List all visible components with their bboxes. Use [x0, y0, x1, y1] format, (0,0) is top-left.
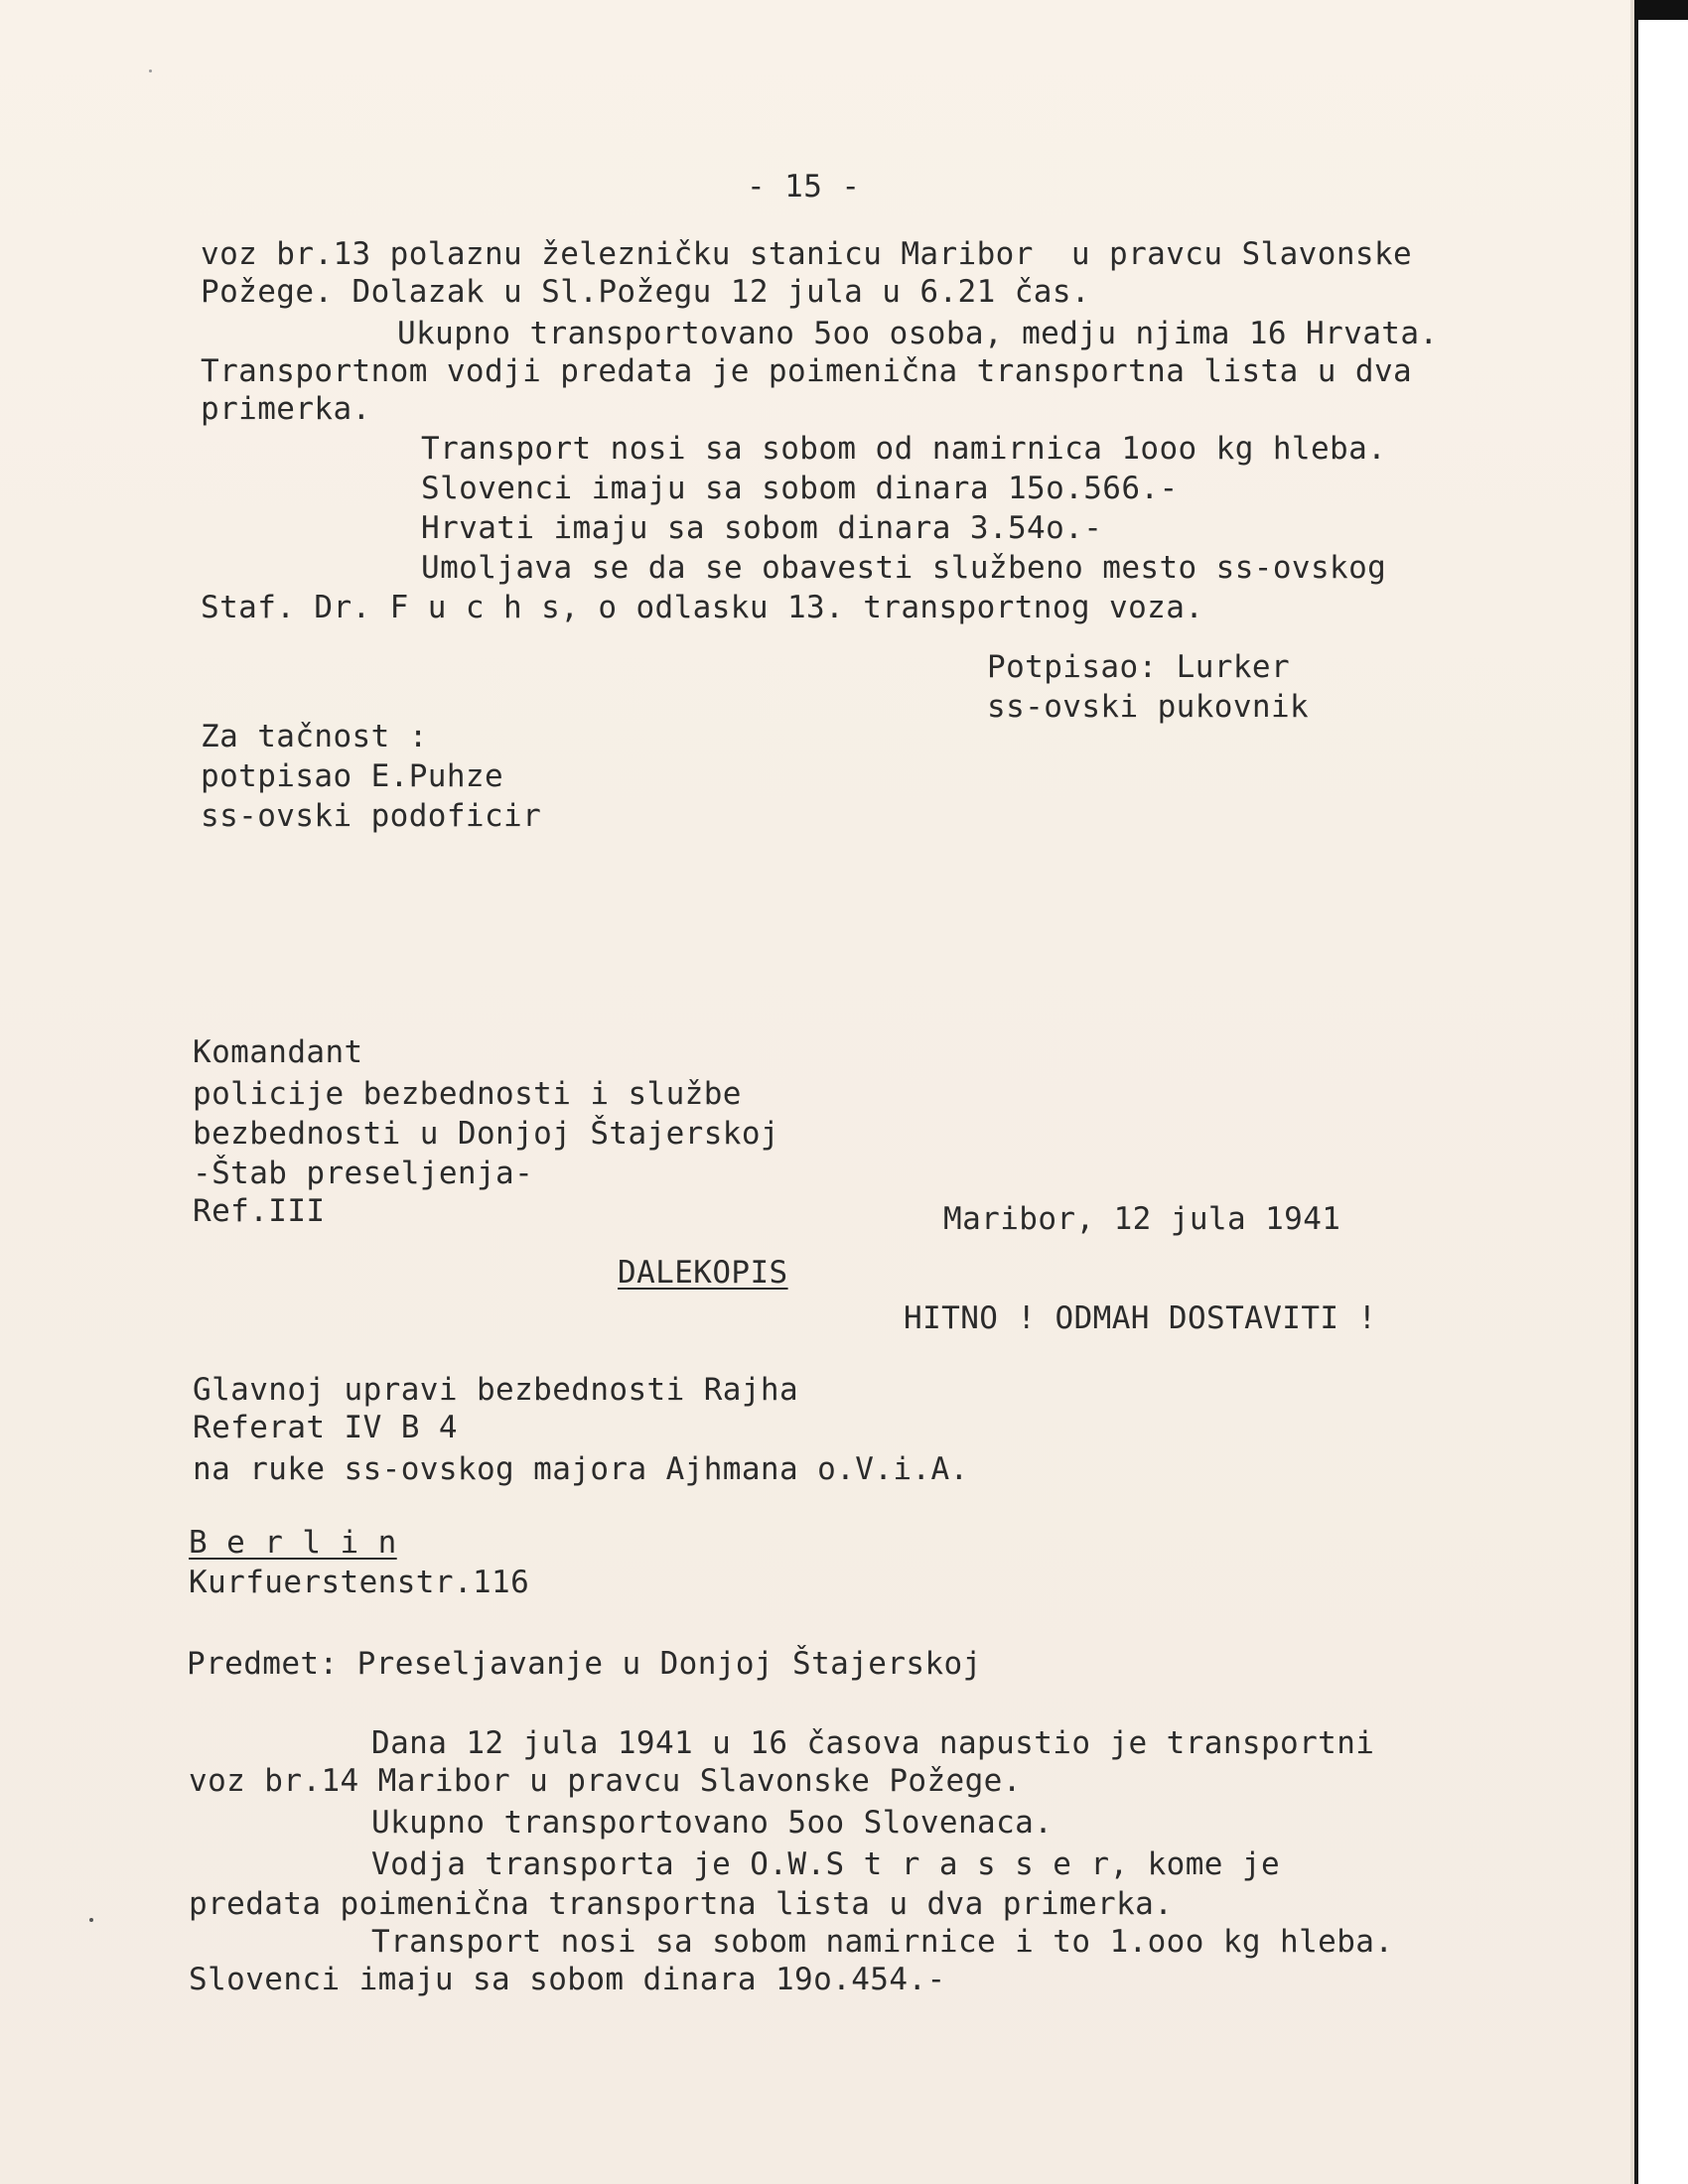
sender-line: Ref.III — [193, 1193, 326, 1229]
accuracy-rank: ss-ovski podoficir — [201, 798, 542, 834]
sender-line: Komandant — [193, 1034, 363, 1070]
recipient-line: na ruke ss-ovskog majora Ajhmana o.V.i.A. — [193, 1451, 969, 1487]
page-number: - 15 - — [747, 169, 861, 205]
signature-name: Potpisao: Lurker — [987, 649, 1291, 685]
text-line: Transportnom vodji predata je poimenična transportna lista u dva — [201, 353, 1413, 389]
place-date: Maribor, 12 jula 1941 — [943, 1201, 1341, 1237]
text-line: primerka. — [201, 391, 371, 427]
scan-corner — [1634, 0, 1688, 20]
sender-line: bezbednosti u Donjoj Štajerskoj — [193, 1116, 779, 1152]
text-line: Umoljava se da se obavesti službeno mesto ss-ovskog — [421, 550, 1387, 586]
body-line: Ukupno transportovano 5oo Slovenaca. — [371, 1805, 1054, 1841]
text-line: Ukupno transportovano 5oo osoba, medju njima 16 Hrvata. — [397, 316, 1439, 351]
urgency-note: HITNO ! ODMAH DOSTAVITI ! — [904, 1300, 1377, 1336]
body-line: Vodja transporta je O.W.S t r a s s e r, kome je — [371, 1846, 1281, 1882]
accuracy-label: Za tačnost : — [201, 719, 428, 754]
text-line: Transport nosi sa sobom od namirnica 1ooo kg hleba. — [421, 431, 1387, 467]
recipient-street: Kurfuerstenstr.116 — [189, 1565, 530, 1600]
recipient-line: Referat IV B 4 — [193, 1410, 458, 1445]
recipient-line: Glavnoj upravi bezbednosti Rajha — [193, 1372, 799, 1408]
text-line: Požege. Dolazak u Sl.Požegu 12 jula u 6.21 čas. — [201, 274, 1090, 310]
text-line: Staf. Dr. F u c h s, o odlasku 13. transportnog voza. — [201, 590, 1204, 625]
scan-margin — [1638, 0, 1688, 2184]
accuracy-signature: potpisao E.Puhze — [201, 758, 504, 794]
paper-speck — [149, 69, 152, 72]
sender-line: policije bezbednosti i službe — [193, 1076, 742, 1112]
body-line: Slovenci imaju sa sobom dinara 19o.454.- — [189, 1962, 946, 1997]
paper-speck — [89, 1918, 93, 1922]
sender-line: -Štab preseljenja- — [193, 1156, 534, 1191]
text-line: Hrvati imaju sa sobom dinara 3.54o.- — [421, 510, 1103, 546]
body-line: predata poimenična transportna lista u dva primerka. — [189, 1886, 1174, 1922]
body-line: voz br.14 Maribor u pravcu Slavonske Požege. — [189, 1763, 1022, 1799]
text-line: Slovenci imaju sa sobom dinara 15o.566.- — [421, 471, 1179, 506]
body-line: Transport nosi sa sobom namirnice i to 1.ooo kg hleba. — [371, 1924, 1394, 1960]
signature-rank: ss-ovski pukovnik — [987, 689, 1310, 725]
telegram-type: DALEKOPIS — [618, 1255, 788, 1291]
body-line: Dana 12 jula 1941 u 16 časova napustio je transportni — [371, 1725, 1375, 1761]
text-line: voz br.13 polaznu železničku stanicu Maribor u pravcu Slavonske — [201, 236, 1413, 272]
subject-line: Predmet: Preseljavanje u Donjoj Štajerskoj — [187, 1646, 982, 1682]
recipient-city: B e r l i n — [189, 1525, 397, 1561]
